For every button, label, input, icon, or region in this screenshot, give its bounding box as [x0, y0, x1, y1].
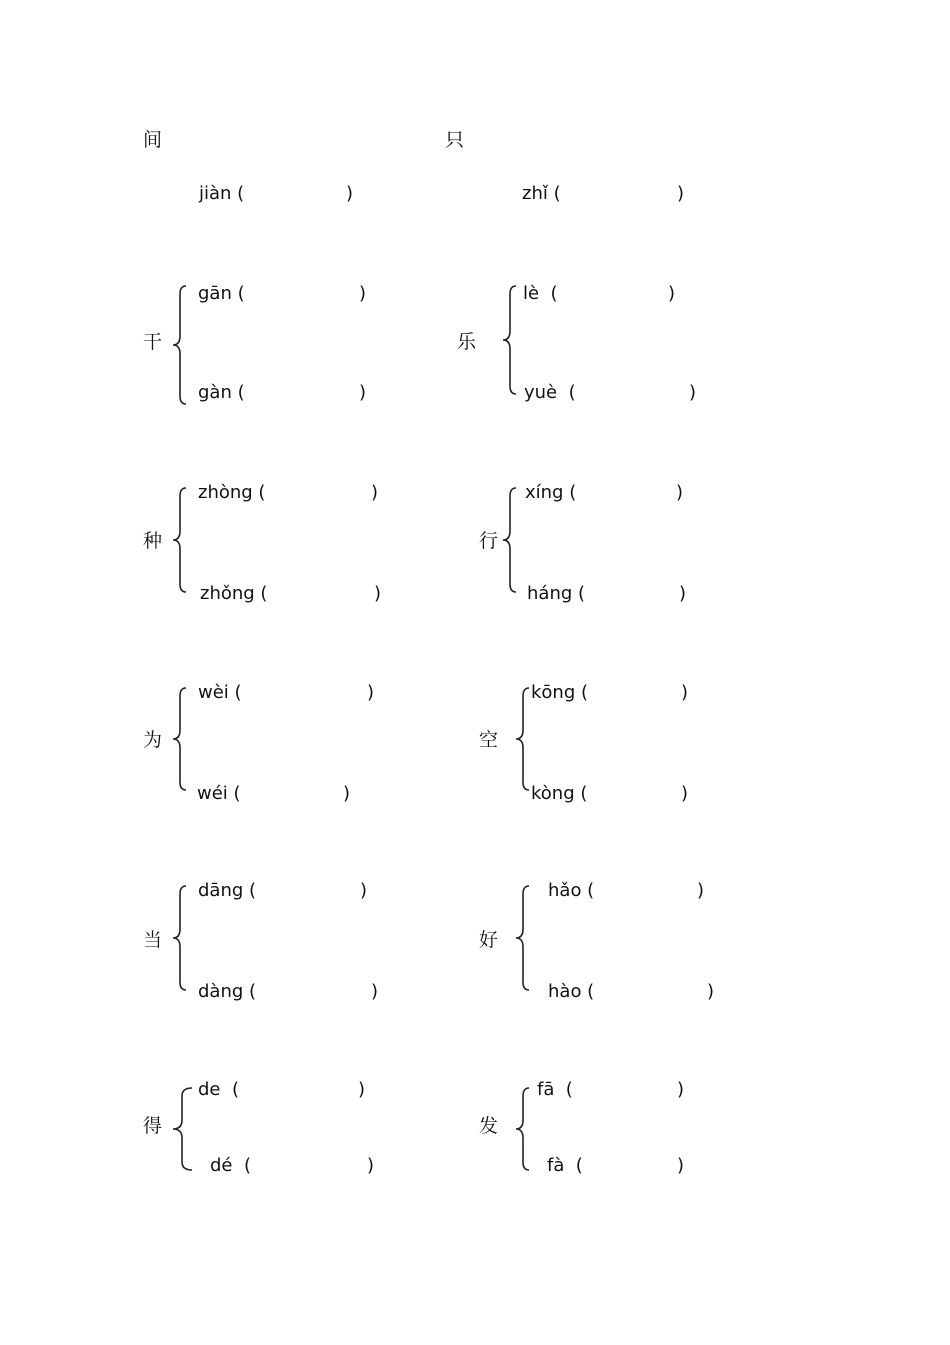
- char-fa: 发: [479, 1115, 499, 1137]
- answer-blank-close: ): [697, 880, 705, 901]
- answer-blank-close: ): [367, 1155, 375, 1176]
- brace-icon: [170, 486, 190, 594]
- answer-blank-close: ): [668, 283, 676, 304]
- answer-blank-close: ): [367, 682, 375, 703]
- pinyin-yue: yuè (: [524, 382, 576, 403]
- answer-blank-close: ): [360, 880, 368, 901]
- pinyin-fa4: fà (: [547, 1155, 583, 1176]
- pinyin-kong4: kòng (: [531, 783, 588, 804]
- pinyin-xing: xíng (: [525, 482, 577, 503]
- brace-icon: [170, 686, 190, 792]
- pinyin-fa1: fā (: [537, 1079, 573, 1100]
- pinyin-hao4: hào (: [548, 981, 595, 1002]
- char-gan: 干: [143, 331, 163, 353]
- pinyin-hang: háng (: [527, 583, 586, 604]
- pinyin-de: de (: [198, 1079, 239, 1100]
- answer-blank-close: ): [679, 583, 687, 604]
- brace-icon: [513, 884, 533, 992]
- brace-icon: [513, 686, 533, 792]
- char-xing: 行: [479, 530, 499, 552]
- pinyin-zhi: zhǐ (: [522, 183, 561, 204]
- answer-blank-close: ): [343, 783, 351, 804]
- answer-blank-close: ): [359, 382, 367, 403]
- pinyin-wei2: wéi (: [197, 783, 241, 804]
- answer-blank-close: ): [707, 981, 715, 1002]
- brace-icon: [170, 1086, 194, 1172]
- answer-blank-close: ): [681, 783, 689, 804]
- pinyin-zhong4: zhòng (: [198, 482, 266, 503]
- answer-blank-close: ): [358, 1079, 366, 1100]
- char-kong: 空: [479, 729, 499, 751]
- char-dang: 当: [143, 929, 163, 951]
- pinyin-zhong3: zhǒng (: [200, 583, 268, 604]
- pinyin-le: lè (: [523, 283, 558, 304]
- answer-blank-close: ): [677, 183, 685, 204]
- pinyin-dang4: dàng (: [198, 981, 257, 1002]
- char-zhi: 只: [445, 129, 465, 151]
- pinyin-hao3: hǎo (: [548, 880, 595, 901]
- pinyin-wei4: wèi (: [198, 682, 242, 703]
- char-de: 得: [143, 1115, 163, 1137]
- brace-icon: [500, 486, 520, 594]
- answer-blank-close: ): [689, 382, 697, 403]
- answer-blank-close: ): [359, 283, 367, 304]
- char-zhong: 种: [143, 530, 163, 552]
- pinyin-kong1: kōng (: [531, 682, 589, 703]
- char-wei: 为: [143, 729, 163, 751]
- pinyin-jian: jiàn (: [199, 183, 245, 204]
- pinyin-gan1: gān (: [198, 283, 245, 304]
- brace-icon: [170, 884, 190, 992]
- char-jian: 间: [143, 129, 163, 151]
- brace-icon: [170, 284, 190, 406]
- pinyin-de2: dé (: [210, 1155, 251, 1176]
- answer-blank-close: ): [677, 1079, 685, 1100]
- pinyin-dang1: dāng (: [198, 880, 257, 901]
- answer-blank-close: ): [677, 1155, 685, 1176]
- answer-blank-close: ): [676, 482, 684, 503]
- char-hao: 好: [479, 929, 499, 951]
- pinyin-gan4: gàn (: [198, 382, 245, 403]
- char-le: 乐: [457, 331, 477, 353]
- answer-blank-close: ): [371, 981, 379, 1002]
- answer-blank-close: ): [346, 183, 354, 204]
- answer-blank-close: ): [681, 682, 689, 703]
- brace-icon: [513, 1086, 533, 1172]
- answer-blank-close: ): [374, 583, 382, 604]
- answer-blank-close: ): [371, 482, 379, 503]
- brace-icon: [500, 284, 520, 396]
